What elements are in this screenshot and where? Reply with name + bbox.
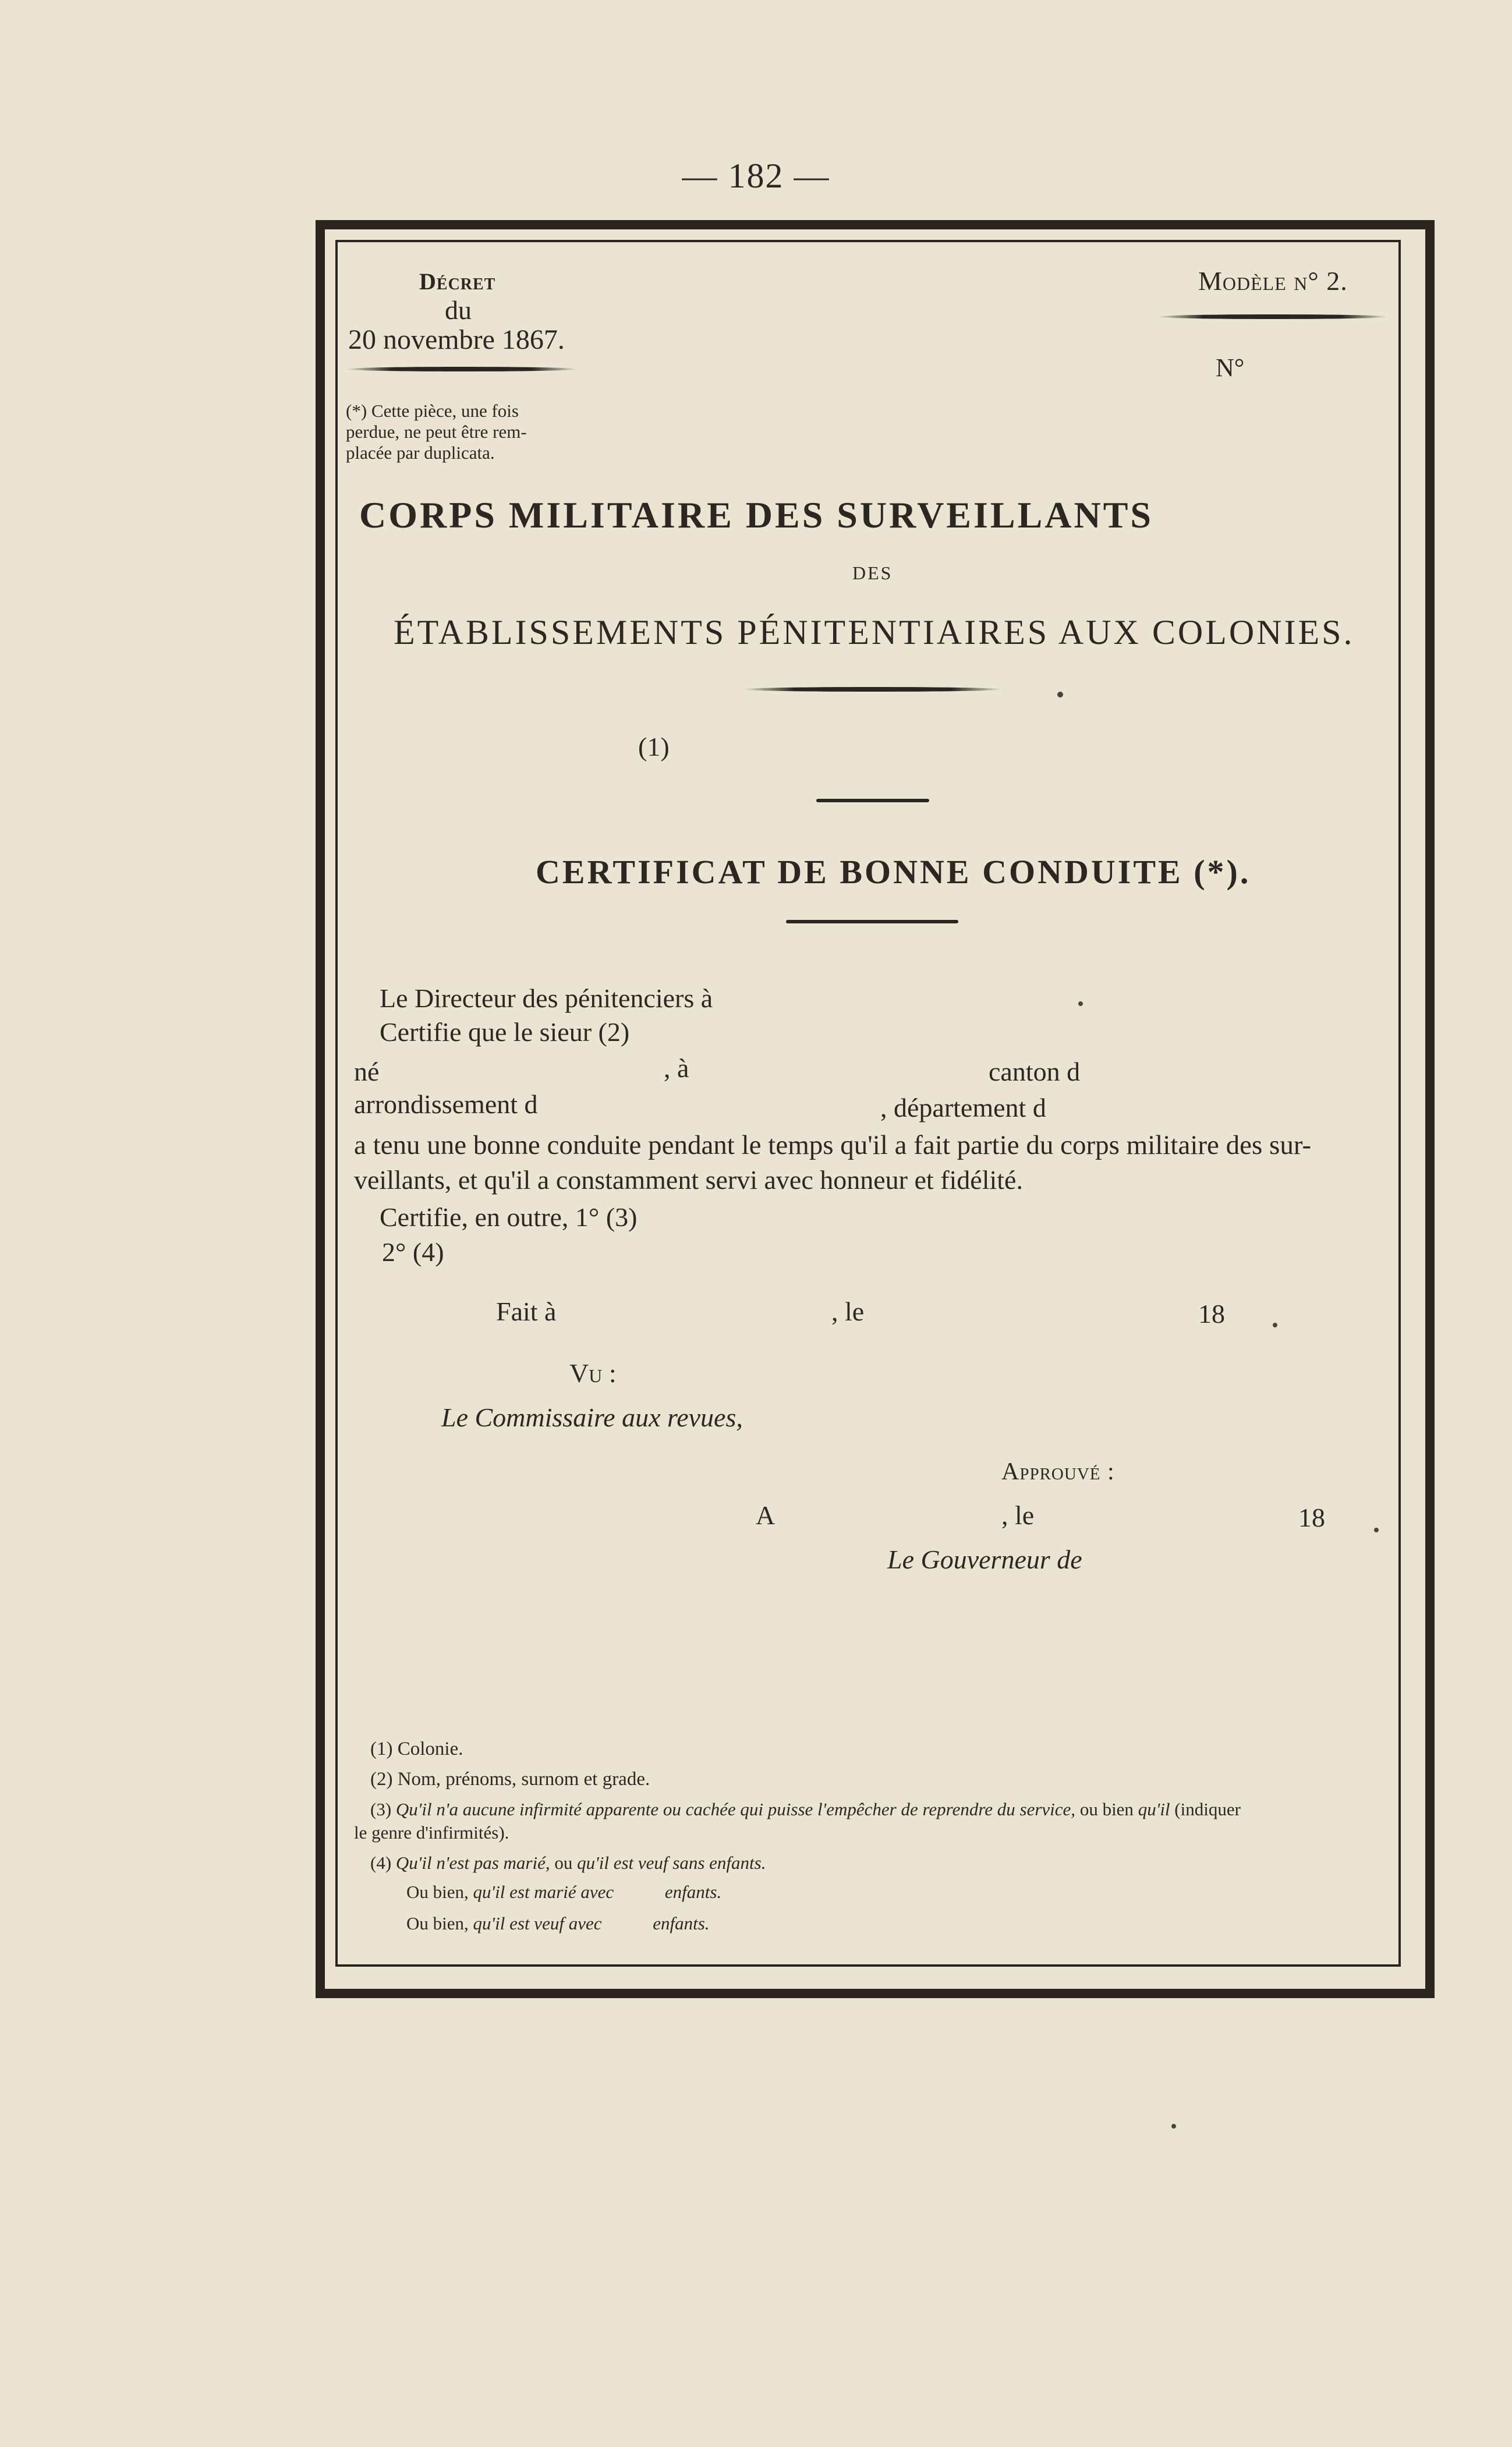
number-label: N°: [1216, 353, 1245, 382]
approuve-dot: [1374, 1528, 1379, 1532]
body-canton: canton d: [989, 1057, 1081, 1086]
footnote-4b-italic: qu'il est marié avec: [473, 1882, 614, 1902]
fait-year: 18: [1198, 1299, 1225, 1329]
approuve-a: A: [756, 1500, 776, 1530]
body-certifie-outre: Certifie, en outre, 1° (3): [380, 1202, 638, 1232]
fait-dot: [1273, 1323, 1277, 1327]
footnote-3-italic2: qu'il: [1138, 1799, 1170, 1819]
certificate-title: CERTIFICAT DE BONNE CONDUITE (*).: [536, 853, 1251, 891]
decree-label: Décret: [419, 268, 496, 295]
footnote-4c: [406, 1913, 710, 1934]
side-note-line2: perdue, ne peut être rem-: [346, 422, 527, 442]
footnote-4-mid: ou: [554, 1853, 573, 1873]
footnote-3-end: (indiquer: [1174, 1799, 1241, 1819]
fait-a: Fait à: [496, 1297, 557, 1326]
footnote-4b-end: enfants.: [664, 1882, 722, 1902]
footnote-2: (2) Nom, prénoms, surnom et grade.: [370, 1769, 650, 1790]
footnote-1: (1) Colonie.: [370, 1738, 463, 1759]
body-dot: [1078, 1001, 1083, 1006]
side-note-line1: (*) Cette pièce, une fois: [346, 401, 519, 421]
footnote-4-italic2: qu'il est veuf sans enfants.: [577, 1853, 766, 1873]
footnote-4: [370, 1853, 766, 1874]
footnote-3-line2: le genre d'infirmités).: [354, 1822, 509, 1843]
body-ne: né: [354, 1057, 380, 1086]
colony-ref: (1): [638, 732, 670, 762]
footnote-4b-prefix: Ou bien,: [406, 1882, 469, 1902]
footnote-4c-end: enfants.: [653, 1913, 710, 1933]
approuve-le: , le: [1001, 1500, 1035, 1530]
footnote-3-prefix: (3): [370, 1799, 392, 1819]
approuve-label: Approuvé :: [1001, 1458, 1115, 1485]
footnote-4-prefix: (4): [370, 1853, 392, 1873]
side-note-line3: placée par duplicata.: [346, 442, 495, 463]
model-number: Modèle n° 2.: [1198, 266, 1348, 296]
title-line3: ÉTABLISSEMENTS PÉNITENTIAIRES AUX COLONIES.: [394, 613, 1355, 651]
fait-le: , le: [831, 1297, 865, 1326]
footnote-3: [370, 1799, 1241, 1820]
body-director: Le Directeur des pénitenciers à: [380, 983, 713, 1013]
vu-label: Vu :: [569, 1358, 617, 1388]
page-speck: [1171, 2124, 1176, 2129]
model-swash: [1157, 314, 1388, 319]
body-a: , à: [664, 1053, 689, 1083]
footnote-4c-italic: qu'il est veuf avec: [473, 1913, 602, 1933]
title-dot: [1057, 692, 1063, 697]
gouverneur-label: Le Gouverneur de: [887, 1545, 1082, 1574]
footnote-4b: [406, 1882, 721, 1903]
footnote-4-italic: Qu'il n'est pas marié,: [395, 1853, 550, 1873]
title-line2: DES: [852, 562, 893, 583]
body-arrondissement: arrondissement d: [354, 1089, 538, 1119]
body-conduite: a tenu une bonne conduite pendant le temps qu'il a fait partie du corps militaire des sur-: [354, 1130, 1312, 1160]
body-honneur: veillants, et qu'il a constamment servi avec honneur et fidélité.: [354, 1165, 1023, 1195]
body-certifie-sieur: Certifie que le sieur (2): [380, 1017, 630, 1047]
title-line1: CORPS MILITAIRE DES SURVEILLANTS: [359, 494, 1153, 536]
body-departement: , département d: [880, 1093, 1046, 1122]
certificate-rule: [786, 920, 958, 923]
title-swash: [743, 687, 1003, 692]
commissaire-label: Le Commissaire aux revues,: [441, 1403, 743, 1432]
decree-swash: [346, 367, 578, 371]
body-point-2: 2° (4): [382, 1237, 444, 1267]
colony-rule: [816, 799, 929, 802]
approuve-year: 18: [1298, 1503, 1325, 1532]
decree-date: 20 novembre 1867.: [348, 324, 565, 355]
page-number: — 182 —: [682, 157, 830, 195]
decree-du: du: [445, 295, 472, 325]
footnote-3-italic: Qu'il n'a aucune infirmité apparente ou cachée qui puisse l'empêcher de reprendre du service,: [395, 1799, 1076, 1819]
footnote-3-mid: ou bien: [1079, 1799, 1134, 1819]
footnote-4c-prefix: Ou bien,: [406, 1913, 469, 1933]
